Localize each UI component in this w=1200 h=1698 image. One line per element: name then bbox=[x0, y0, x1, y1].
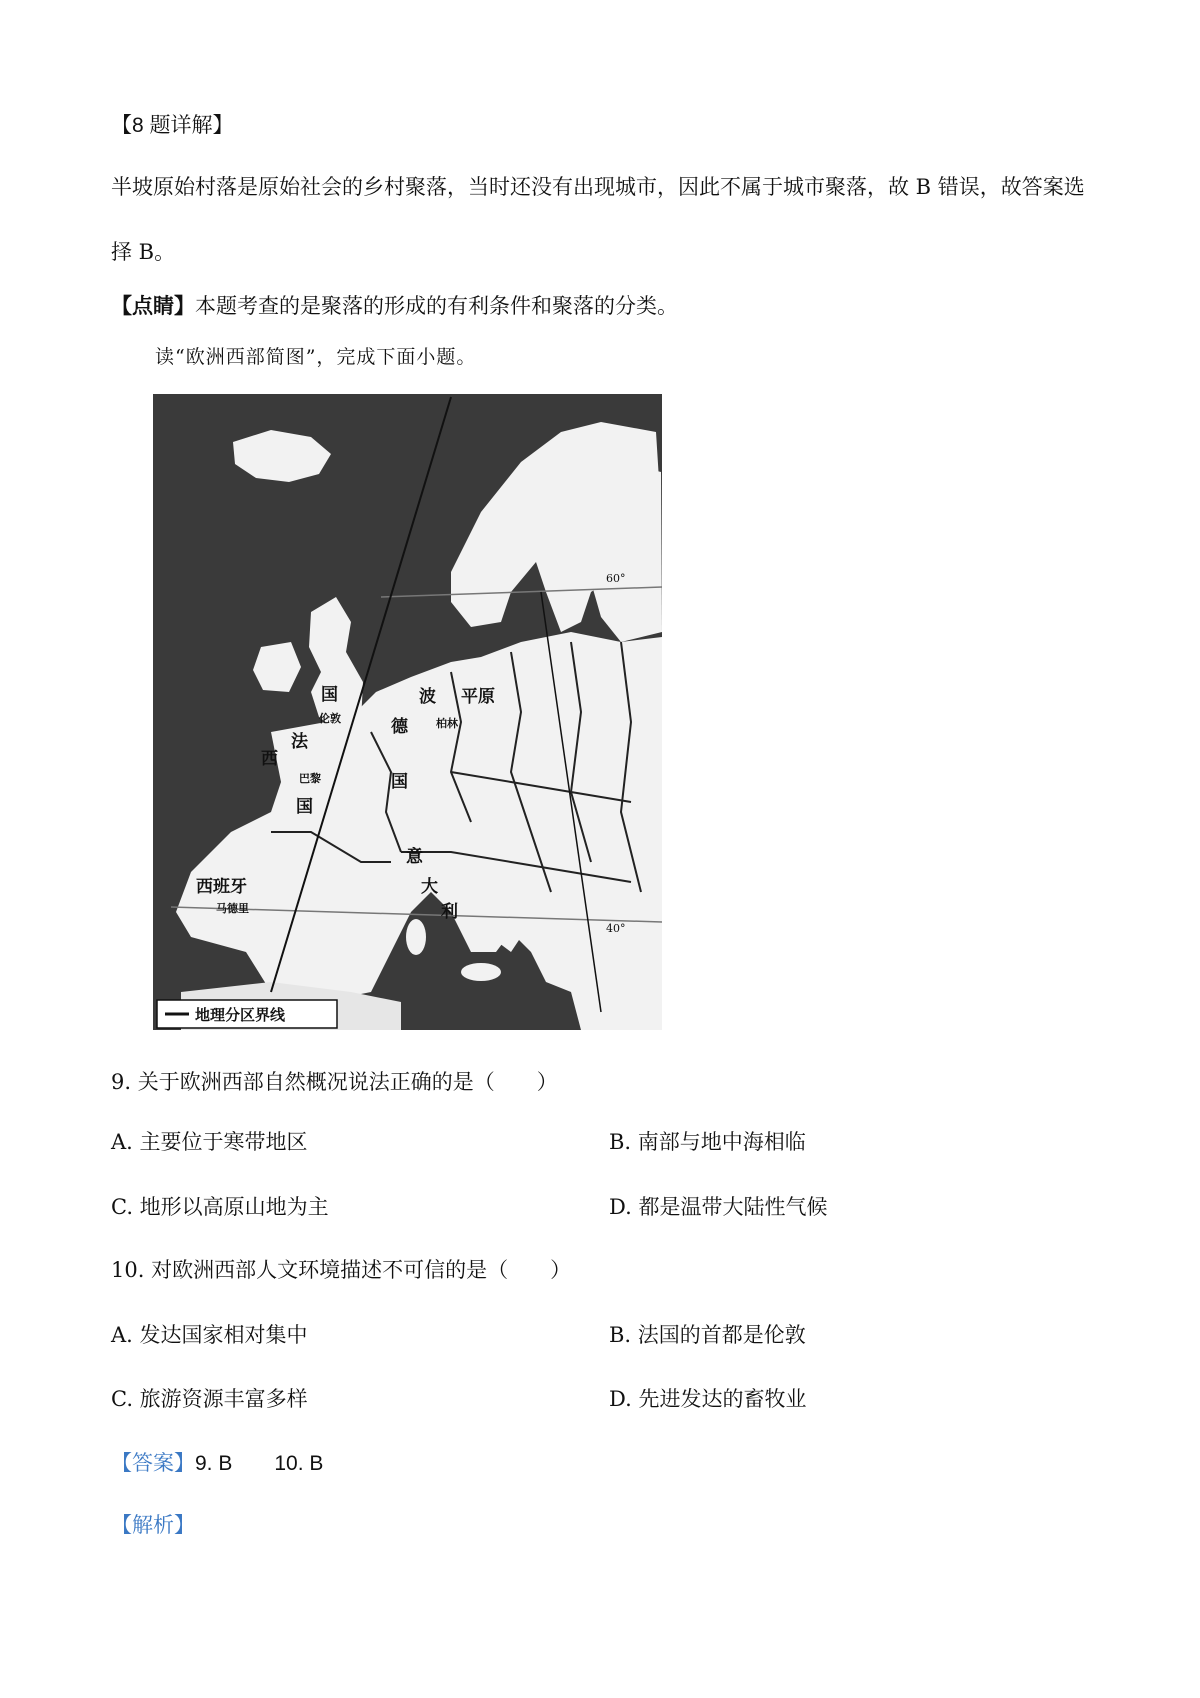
label-fr-west: 西 bbox=[261, 749, 278, 769]
question-10-stem: 10. 对欧洲西部人文环境描述不可信的是（ ） bbox=[111, 1258, 572, 1282]
label-it-3: 利 bbox=[441, 902, 458, 922]
finland-shape bbox=[591, 462, 662, 642]
question-9-option-b[interactable]: B. 南部与地中海相临 bbox=[609, 1130, 806, 1154]
map-legend-text: 地理分区界线 bbox=[195, 1006, 286, 1024]
label-pingyuan: 平原 bbox=[461, 687, 495, 707]
sardinia-shape bbox=[406, 919, 426, 955]
label-uk-1: 国 bbox=[321, 685, 338, 705]
analysis-label: 【解析】 bbox=[111, 1513, 195, 1537]
question-10-option-b[interactable]: B. 法国的首都是伦敦 bbox=[609, 1323, 806, 1347]
label-es: 西班牙 bbox=[196, 877, 247, 897]
question-10-option-a[interactable]: A. 发达国家相对集中 bbox=[111, 1323, 308, 1347]
dianjing-text: 本题考查的是聚落的形成的有利条件和聚落的分类。 bbox=[195, 294, 678, 318]
sicily-shape bbox=[461, 963, 501, 981]
label-berlin: 柏林 bbox=[436, 717, 458, 730]
label-it-2: 大 bbox=[421, 877, 438, 897]
label-de-1: 德 bbox=[391, 717, 408, 737]
question-9-option-d[interactable]: D. 都是温带大陆性气候 bbox=[609, 1195, 828, 1219]
label-madrid: 马德里 bbox=[216, 902, 249, 915]
section8-explanation-line2: 择 B。 bbox=[111, 240, 176, 264]
label-uk-london: 伦敦 bbox=[319, 712, 341, 725]
question-10-option-d[interactable]: D. 先进发达的畜牧业 bbox=[609, 1387, 807, 1411]
label-it-1: 意 bbox=[406, 847, 423, 867]
answer-row bbox=[111, 1449, 323, 1478]
question-9-stem: 9. 关于欧洲西部自然概况说法正确的是（ ） bbox=[111, 1070, 558, 1094]
map-intro: 读“欧洲西部简图”，完成下面小题。 bbox=[155, 346, 477, 368]
label-de-2: 国 bbox=[391, 772, 408, 792]
label-paris: 巴黎 bbox=[299, 772, 321, 785]
label-fr-1: 法 bbox=[291, 732, 308, 752]
dianjing-row bbox=[111, 292, 678, 320]
question-9-option-a[interactable]: A. 主要位于寒带地区 bbox=[111, 1130, 308, 1154]
europe-west-map bbox=[151, 392, 664, 1032]
answer-label: 【答案】 bbox=[111, 1451, 195, 1475]
question-10-option-c[interactable]: C. 旅游资源丰富多样 bbox=[111, 1387, 308, 1411]
answer-text: 9. B 10. B bbox=[195, 1452, 324, 1475]
label-fr-2: 国 bbox=[296, 797, 313, 817]
question-9-option-c[interactable]: C. 地形以高原山地为主 bbox=[111, 1195, 329, 1219]
label-bolan: 波 bbox=[419, 687, 436, 707]
dianjing-label: 【点睛】 bbox=[111, 293, 195, 318]
section8-heading: 【8 题详解】 bbox=[111, 114, 234, 137]
section8-explanation-line1: 半坡原始村落是原始社会的乡村聚落，当时还没有出现城市，因此不属于城市聚落，故 B 错误，故答案选 bbox=[111, 175, 1085, 199]
label-lat-60: 60° bbox=[606, 572, 626, 585]
label-lat-40: 40° bbox=[606, 922, 626, 935]
